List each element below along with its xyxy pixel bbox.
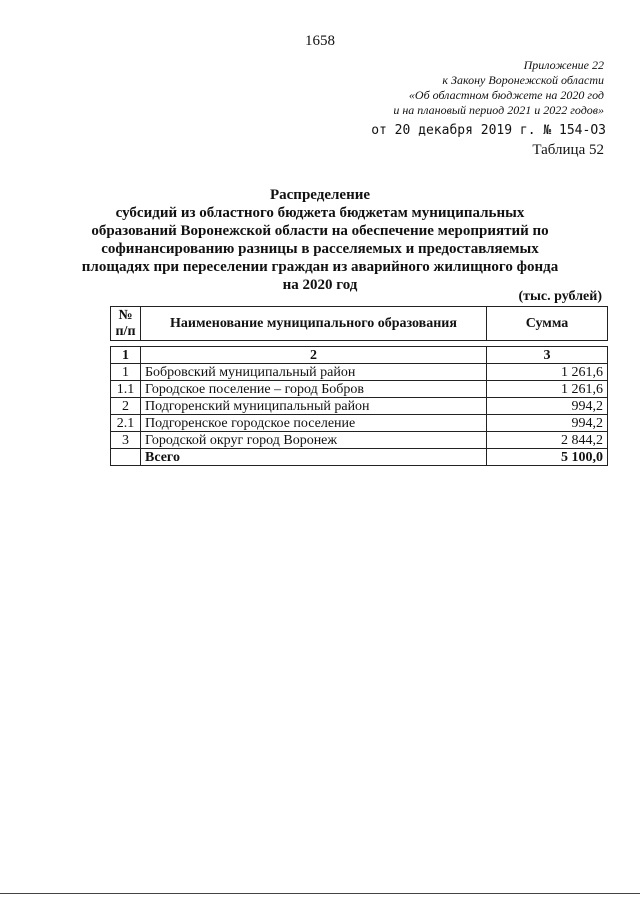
column-index: 2 [141,347,487,364]
column-index: 1 [111,347,141,364]
row-name: Городской округ город Воронеж [141,432,487,449]
row-name: Городское поселение – город Бобров [141,381,487,398]
header-name: Наименование муниципального образования [141,307,487,341]
header-sum: Сумма [487,307,608,341]
total-label: Всего [141,449,487,466]
header-number-line1: № [118,307,133,323]
header-number-line2: п/п [115,323,136,339]
row-sum: 2 844,2 [487,432,608,449]
appendix-line: к Закону Воронежской области [442,73,604,87]
row-number: 1.1 [111,381,141,398]
document-title [80,186,560,294]
page-bottom-edge [0,893,640,894]
appendix-line: Приложение 22 [523,58,604,72]
total-row [111,449,608,466]
row-number: 1 [111,364,141,381]
row-sum: 994,2 [487,398,608,415]
appendix-line: «Об областном бюджете на 2020 год [408,88,604,102]
appendix-block [393,58,604,118]
row-name: Подгоренское городское поселение [141,415,487,432]
unit-label: (тыс. рублей) [518,289,602,304]
title-line: образований Воронежской области на обеспечение мероприятий по [91,223,549,239]
table-row [111,415,608,432]
title-line: субсидий из областного бюджета бюджетам муниципальных [115,205,525,221]
column-index: 3 [487,347,608,364]
table-row [111,364,608,381]
title-line: площадях при переселении граждан из аварийного жилищного фонда [81,259,559,275]
row-number: 2 [111,398,141,415]
row-sum: 1 261,6 [487,364,608,381]
table-row [111,381,608,398]
table-row [111,398,608,415]
title-line: на 2020 год [282,277,358,293]
column-index-row [111,347,608,364]
row-number: 3 [111,432,141,449]
row-sum: 994,2 [487,415,608,432]
table-number: Таблица 52 [532,142,604,158]
row-name: Бобровский муниципальный район [141,364,487,381]
subsidy-table [110,306,608,466]
page-number: 1658 [305,33,335,49]
row-sum: 1 261,6 [487,381,608,398]
table-row [111,432,608,449]
decree-stamp: от 20 декабря 2019 г. № 154-ОЗ [371,123,606,138]
total-sum: 5 100,0 [487,449,608,466]
appendix-line: и на плановый период 2021 и 2022 годов» [393,103,604,117]
row-name: Подгоренский муниципальный район [141,398,487,415]
title-line: софинансированию разницы в расселяемых и предоставляемых [101,241,539,257]
header-number [111,307,141,341]
table-header-row [111,307,608,341]
title-line: Распределение [269,187,371,203]
row-number: 2.1 [111,415,141,432]
total-number-cell [111,449,141,466]
